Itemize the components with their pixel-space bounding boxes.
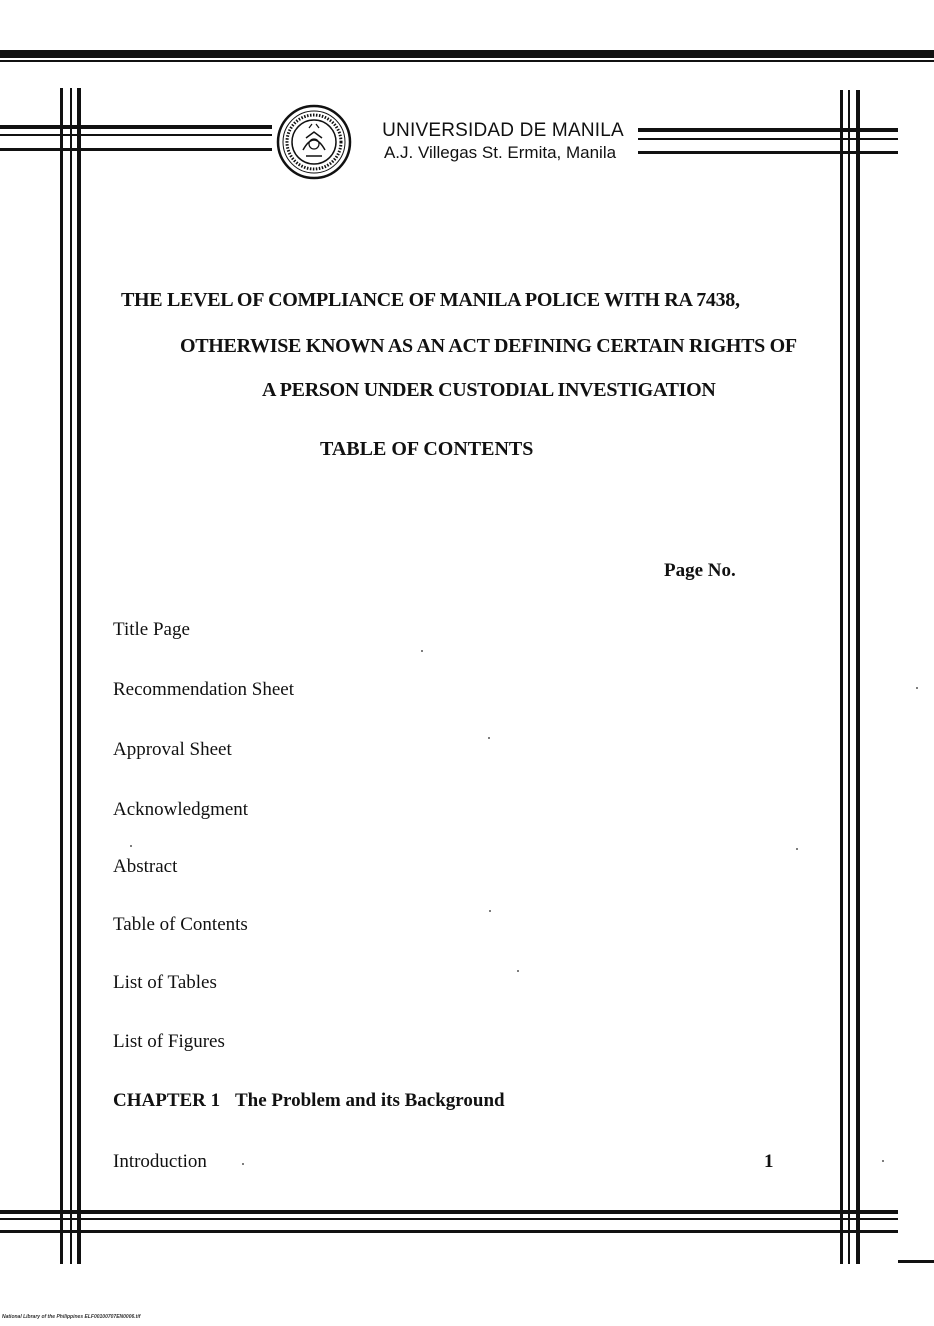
title-line-2: OTHERWISE KNOWN AS AN ACT DEFINING CERTAIN RIGHTS OF <box>180 335 797 357</box>
chapter-number: CHAPTER 1 <box>113 1090 221 1111</box>
title-line-1: THE LEVEL OF COMPLIANCE OF MANILA POLICE WITH RA 7438, <box>121 289 740 311</box>
scan-source-footer: National Library of the Philippines ELF00100707EN0006.tif <box>2 1314 141 1320</box>
toc-entry-table-of-contents: Table of Contents <box>113 914 248 935</box>
toc-entry-abstract: Abstract <box>113 856 178 877</box>
university-address: A.J. Villegas St. Ermita, Manila <box>383 143 617 162</box>
toc-entry-introduction: Introduction <box>113 1151 207 1172</box>
chapter-title: The Problem and its Background <box>235 1090 505 1111</box>
university-seal-icon <box>276 104 352 180</box>
toc-entry-introduction-page: 1 <box>764 1151 774 1172</box>
toc-entry-recommendation-sheet: Recommendation Sheet <box>113 679 294 700</box>
toc-entry-list-of-tables: List of Tables <box>113 972 217 993</box>
toc-chapter-1 <box>113 1090 505 1112</box>
university-name: UNIVERSIDAD DE MANILA <box>382 120 624 141</box>
toc-entry-list-of-figures: List of Figures <box>113 1031 225 1052</box>
toc-entry-approval-sheet: Approval Sheet <box>113 739 232 760</box>
toc-entry-acknowledgment: Acknowledgment <box>113 799 249 820</box>
toc-entry-title-page: Title Page <box>113 619 190 640</box>
toc-heading: TABLE OF CONTENTS <box>320 438 534 460</box>
page-number-column-label: Page No. <box>664 560 736 581</box>
title-line-3: A PERSON UNDER CUSTODIAL INVESTIGATION <box>262 379 716 401</box>
